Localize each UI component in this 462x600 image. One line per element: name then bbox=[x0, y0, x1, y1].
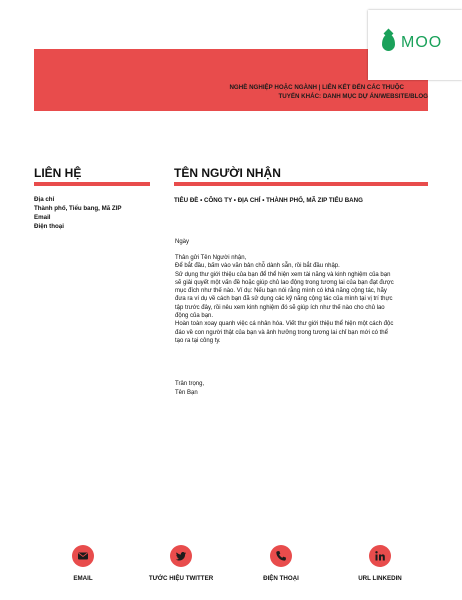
recipient-section-rule bbox=[174, 182, 428, 186]
footer-phone-label: ĐIỆN THOẠI bbox=[263, 575, 299, 582]
footer-email-label: EMAIL bbox=[73, 575, 93, 582]
header-links-line: TUYẾN KHÁC: DANH MỤC DỰ ÁN/WEBSITE/BLOG bbox=[278, 93, 428, 100]
linkedin-icon bbox=[369, 545, 391, 567]
contact-phone: Điện thoại bbox=[34, 223, 64, 230]
contact-email: Email bbox=[34, 214, 51, 221]
letter-paragraph: Sử dụng thư giới thiệu của bạn để thể hiện xem tài năng và kinh nghiệm của bạn sẽ giải quyết một vấn đề hoặc giúp chủ lao động trong tương lai của bạn đạt được mục đích như thế nào. Ví dụ: Nếu bạn nói rằng mình có khả năng cộng tác, hãy đưa ra ví dụ về cách bạn đã sử dụng các kỹ năng cộng tác của mình tại vị trí thực tập trước đây, rồi nêu xem kinh nghiệm đó sẽ giúp ích như thế nào cho chủ lao động của bạn. bbox=[175, 271, 394, 320]
letter-greeting: Thân gửi Tên Người nhận, bbox=[175, 255, 247, 261]
footer-twitter-label: TƯỚC HIỆU TWITTER bbox=[148, 575, 214, 582]
letter-paragraph: Để bắt đầu, bấm vào văn bản chỗ dành sẵn, rồi bắt đầu nhập. bbox=[175, 263, 340, 270]
email-icon bbox=[72, 545, 94, 567]
footer-linkedin bbox=[330, 545, 430, 582]
moo-logo-badge bbox=[368, 10, 462, 80]
letter-paragraph: Hoàn toàn xoay quanh việc cá nhân hóa. Viết thư giới thiệu thể hiện một cách độc đáo về con người thật của bạn và ảnh hưởng trong tương lai chỉ bạn mới có thể tạo ra tại công ty. bbox=[175, 321, 394, 344]
twitter-icon bbox=[170, 545, 192, 567]
footer-twitter bbox=[131, 545, 231, 582]
letter-body bbox=[175, 254, 397, 345]
header-profession-line: NGHỀ NGHIỆP HOẶC NGÀNH | LIÊN KẾT ĐẾN CÁC THUỘC bbox=[229, 84, 404, 91]
footer-phone bbox=[231, 545, 331, 582]
letter-closing-block bbox=[175, 380, 204, 398]
letter-closing: Trân trọng, bbox=[175, 381, 205, 387]
recipient-section-title: TÊN NGƯỜI NHẬN bbox=[174, 166, 281, 180]
recipient-details: TIÊU ĐỀ • CÔNG TY • ĐỊA CHỈ • THÀNH PHỐ, MÃ ZIP TIỂU BANG bbox=[174, 197, 363, 204]
footer-email bbox=[33, 545, 133, 582]
contact-section-title: LIÊN HỆ bbox=[34, 166, 82, 180]
contact-section-rule bbox=[34, 182, 150, 186]
contact-address: Địa chỉ bbox=[34, 196, 55, 203]
letter-signature: Tên Bạn bbox=[175, 390, 198, 396]
moo-logo-text: MOO bbox=[401, 34, 443, 51]
contact-city: Thành phố, Tiểu bang, Mã ZIP bbox=[34, 205, 122, 212]
moo-drop-icon bbox=[382, 34, 395, 51]
letter-date: Ngày bbox=[175, 239, 190, 245]
footer-linkedin-label: URL LINKEDIN bbox=[358, 575, 402, 582]
phone-icon bbox=[270, 545, 292, 567]
